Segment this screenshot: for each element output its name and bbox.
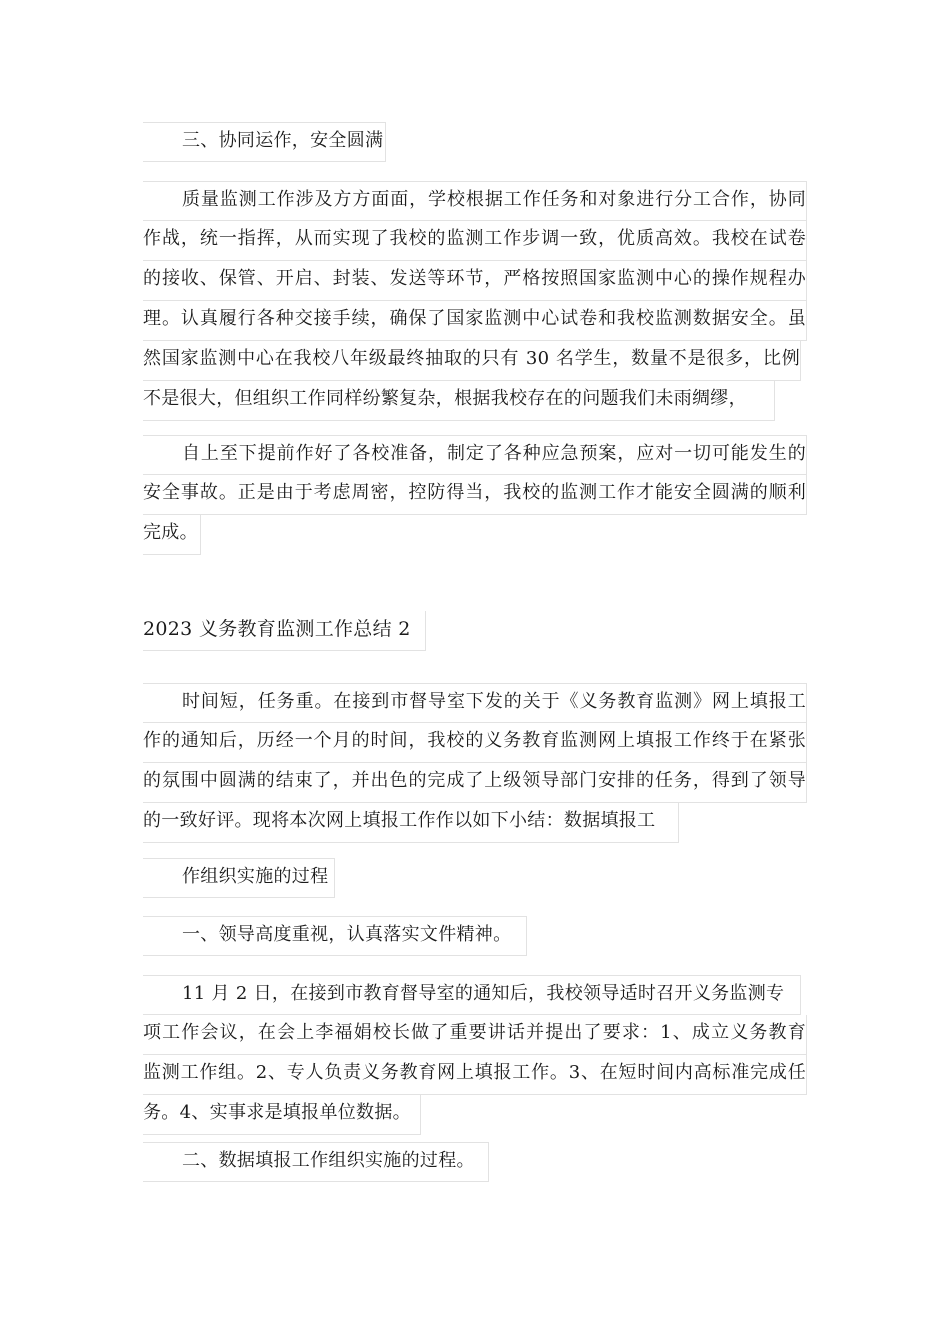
list-item [143, 1142, 489, 1182]
paragraph-line: 监测工作组。2、专人负责义务教育网上填报工作。3、在短时间内高标准完成任 [143, 1055, 807, 1095]
paragraph-line: 不是很大，但组织工作同样纷繁复杂，根据我校存在的问题我们未雨绸缪， [143, 381, 775, 421]
paragraph-line: 时间短，任务重。在接到市督导室下发的关于《义务教育监测》网上填报工 [143, 683, 807, 723]
paragraph-line: 务。4、实事求是填报单位数据。 [143, 1095, 421, 1135]
paragraph [143, 975, 807, 1135]
paragraph-line: 质量监测工作涉及方方面面，学校根据工作任务和对象进行分工合作，协同 [143, 181, 807, 221]
point-heading: 二、数据填报工作组织实施的过程。 [143, 1142, 489, 1182]
section-title: 三、协同运作，安全圆满 [143, 122, 386, 162]
paragraph [143, 435, 807, 555]
section-heading [143, 122, 386, 162]
paragraph-line: 项工作会议，在会上李福娟校长做了重要讲话并提出了要求：1、成立义务教育 [143, 1015, 807, 1055]
paragraph-line: 理。认真履行各种交接手续，确保了国家监测中心试卷和我校监测数据安全。虽 [143, 301, 807, 341]
point-heading: 一、领导高度重视，认真落实文件精神。 [143, 916, 527, 956]
paragraph-line: 作组织实施的过程 [143, 858, 335, 898]
paragraph [143, 181, 807, 421]
paragraph-line: 安全事故。正是由于考虑周密，控防得当，我校的监测工作才能安全圆满的顺利 [143, 475, 807, 515]
paragraph-line: 11 月 2 日，在接到市教育督导室的通知后，我校领导适时召开义务监测专 [143, 975, 801, 1015]
document-title: 2023 义务教育监测工作总结 2 [143, 611, 426, 651]
paragraph-line: 然国家监测中心在我校八年级最终抽取的只有 30 名学生，数量不是很多，比例 [143, 341, 801, 381]
list-item [143, 916, 527, 956]
paragraph-line: 作的通知后，历经一个月的时间，我校的义务教育监测网上填报工作终于在紧张 [143, 723, 807, 763]
paragraph-line: 自上至下提前作好了各校准备，制定了各种应急预案，应对一切可能发生的 [143, 435, 807, 475]
paragraph [143, 683, 807, 843]
paragraph-line: 作战，统一指挥，从而实现了我校的监测工作步调一致，优质高效。我校在试卷 [143, 221, 807, 261]
paragraph-line: 的氛围中圆满的结束了，并出色的完成了上级领导部门安排的任务，得到了领导 [143, 763, 807, 803]
paragraph-line: 的一致好评。现将本次网上填报工作作以如下小结：数据填报工 [143, 803, 679, 843]
paragraph [143, 858, 335, 898]
paragraph-line: 完成。 [143, 515, 201, 555]
paragraph-line: 的接收、保管、开启、封装、发送等环节，严格按照国家监测中心的操作规程办 [143, 261, 807, 301]
